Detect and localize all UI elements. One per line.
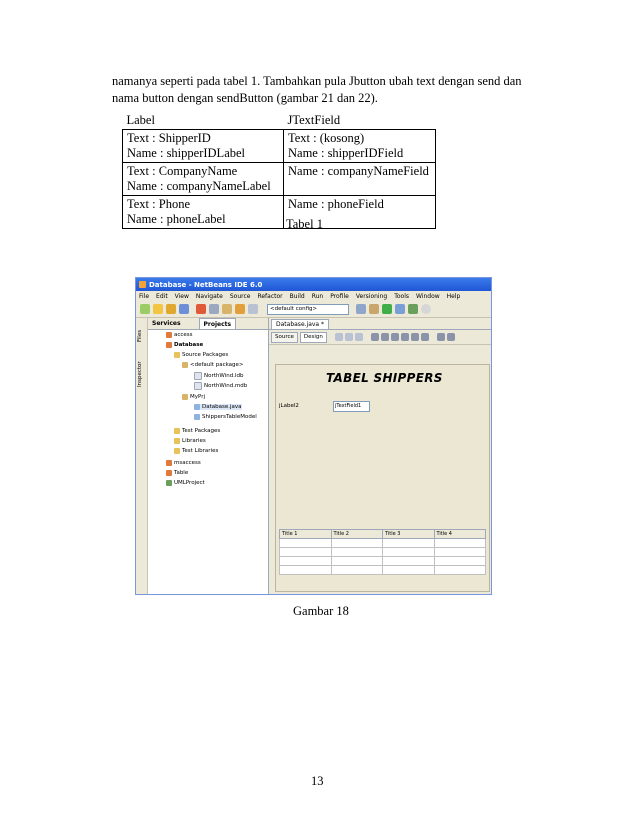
tree-label: NorthWind.ldb [204, 373, 244, 379]
jtable-header: Title 1 [280, 530, 332, 539]
java-file-icon [194, 404, 200, 410]
table-row [123, 163, 436, 196]
jtextfield1[interactable]: jTextField1 [333, 401, 370, 412]
preview-icon[interactable] [355, 333, 363, 341]
java-file-icon [194, 414, 200, 420]
tree-item[interactable] [166, 342, 203, 348]
resize-horizontal-icon[interactable] [437, 333, 445, 341]
tree-label: Test Packages [182, 428, 221, 434]
tree-label: access [174, 332, 193, 338]
run-icon[interactable] [382, 304, 392, 314]
config-select[interactable]: <default config> [267, 304, 349, 315]
tree-item[interactable] [166, 480, 205, 486]
window-title: Database - NetBeans IDE 6.0 [149, 280, 263, 289]
clean-build-icon[interactable] [369, 304, 379, 314]
netbeans-icon [139, 281, 146, 288]
folder-icon [174, 448, 180, 454]
connection-mode-icon[interactable] [345, 333, 353, 341]
align-bottom-icon[interactable] [411, 333, 419, 341]
tab-services[interactable]: Services [152, 320, 181, 327]
tree-label: Source Packages [182, 352, 229, 358]
main-toolbar [136, 301, 491, 318]
body-paragraph: namanya seperti pada tabel 1. Tambahkan pula Jbutton ubah text dengan send dan nama button dengan sendButton (gambar 21 dan 22). [112, 74, 522, 105]
tree-item[interactable] [194, 404, 242, 410]
align-top-icon[interactable] [401, 333, 409, 341]
folder-icon [174, 352, 180, 358]
new-project-icon[interactable] [140, 304, 150, 314]
tree-label: UMLProject [174, 480, 205, 486]
side-tab-strip [136, 318, 148, 595]
tree-item[interactable] [194, 382, 247, 390]
menu-window[interactable]: Window [415, 292, 440, 300]
table-cell: Name : shipperIDLabel [127, 146, 246, 160]
menu-edit[interactable]: Edit [156, 292, 168, 300]
tree-item[interactable] [166, 332, 193, 338]
center-horizontal-icon[interactable] [391, 333, 399, 341]
form-design-canvas [275, 364, 490, 592]
menu-build[interactable]: Build [289, 292, 305, 300]
tree-item[interactable] [182, 394, 205, 400]
source-button[interactable]: Source [271, 332, 298, 343]
tree-label: MyPrj [190, 394, 206, 400]
menu-help[interactable]: Help [446, 292, 461, 300]
profile-icon[interactable] [408, 304, 418, 314]
copy-icon[interactable] [209, 304, 219, 314]
save-all-icon[interactable] [179, 304, 189, 314]
table-cell: Text : (kosong) [288, 131, 365, 145]
tree-label: Database [174, 342, 204, 348]
editor-tabs [269, 318, 492, 330]
jtable-row [280, 566, 486, 575]
table-caption: Tabel 1 [286, 217, 323, 231]
tab-database-java[interactable]: Database.java * [271, 319, 329, 329]
files-tab[interactable]: Files [137, 329, 143, 343]
table-cell: Name : companyNameField [288, 164, 429, 178]
design-button[interactable]: Design [300, 332, 327, 343]
table-header-jtextfield: JTextField [287, 113, 341, 127]
project-icon [166, 470, 172, 476]
tree-item[interactable] [174, 352, 228, 358]
table-cell: Text : Phone [127, 197, 191, 211]
jtable-row [280, 557, 486, 566]
jtable-row [280, 548, 486, 557]
open-project-icon[interactable] [166, 304, 176, 314]
project-icon [166, 342, 172, 348]
tree-item[interactable] [174, 438, 206, 444]
table-cell: Text : ShipperID [127, 131, 211, 145]
jtable[interactable] [279, 529, 486, 589]
new-file-icon[interactable] [153, 304, 163, 314]
panel-tabs [148, 318, 268, 330]
tree-item[interactable] [166, 460, 201, 466]
tree-label: Libraries [182, 438, 206, 444]
resize-vertical-icon[interactable] [447, 333, 455, 341]
jlabel2[interactable]: jLabel2 [279, 403, 299, 409]
table-cell: Name : companyNameLabel [127, 179, 271, 193]
jtable-header: Title 4 [434, 530, 486, 539]
menu-profile[interactable]: Profile [330, 292, 349, 300]
align-right-icon[interactable] [381, 333, 389, 341]
folder-icon [174, 428, 180, 434]
menu-refactor[interactable]: Refactor [257, 292, 283, 300]
tree-label: Database.java [202, 404, 242, 410]
editor-area [269, 318, 492, 595]
package-icon [182, 362, 188, 368]
tree-item[interactable] [174, 428, 220, 434]
folder-icon [174, 438, 180, 444]
table-1 [122, 112, 436, 229]
center-vertical-icon[interactable] [421, 333, 429, 341]
selection-mode-icon[interactable] [335, 333, 343, 341]
search-icon[interactable] [421, 304, 431, 314]
table-header-label: Label [126, 113, 155, 127]
editor-toolbar [269, 330, 492, 345]
menu-navigate[interactable]: Navigate [195, 292, 223, 300]
tree-label: msaccess [174, 460, 201, 466]
netbeans-screenshot [135, 277, 492, 595]
page-number: 13 [311, 774, 324, 788]
menu-bar [136, 291, 491, 301]
tree-label: Table [174, 470, 189, 476]
tree-item[interactable] [182, 362, 244, 368]
align-left-icon[interactable] [371, 333, 379, 341]
menu-run[interactable]: Run [311, 292, 324, 300]
tree-item[interactable] [194, 372, 243, 380]
window-titlebar [136, 278, 491, 291]
tree-item[interactable] [194, 414, 257, 420]
tree-item[interactable] [166, 470, 188, 476]
table-cell: Name : phoneLabel [127, 212, 226, 226]
figure-caption: Gambar 18 [293, 604, 349, 618]
jtable-row [280, 539, 486, 548]
menu-versioning[interactable]: Versioning [355, 292, 388, 300]
table-cell: Text : CompanyName [127, 164, 238, 178]
tree-label: Test Libraries [182, 448, 219, 454]
jtable-header: Title 3 [383, 530, 435, 539]
menu-source[interactable]: Source [229, 292, 251, 300]
jtable-header: Title 2 [331, 530, 383, 539]
tree-item[interactable] [174, 448, 218, 454]
paste-icon[interactable] [222, 304, 232, 314]
tree-label: ShippersTableModel [202, 414, 257, 420]
redo-icon[interactable] [248, 304, 258, 314]
package-icon [182, 394, 188, 400]
project-icon [166, 332, 172, 338]
tree-label: <default package> [190, 362, 244, 368]
tab-projects[interactable]: Projects [199, 318, 237, 329]
debug-icon[interactable] [395, 304, 405, 314]
file-icon [194, 372, 202, 380]
project-icon [166, 460, 172, 466]
file-icon [194, 382, 202, 390]
cut-icon[interactable] [196, 304, 206, 314]
tree-label: NorthWind.mdb [204, 383, 248, 389]
undo-icon[interactable] [235, 304, 245, 314]
table-cell: Name : phoneField [288, 197, 384, 211]
menu-tools[interactable]: Tools [394, 292, 409, 300]
table-row [123, 196, 436, 229]
inspector-tab[interactable]: Inspector [137, 361, 143, 387]
project-tree-panel [148, 318, 269, 595]
form-title-label[interactable]: TABEL SHIPPERS [326, 371, 443, 385]
menu-view[interactable]: View [174, 292, 189, 300]
uml-project-icon [166, 480, 172, 486]
table-cell: Name : shipperIDField [288, 146, 404, 160]
build-icon[interactable] [356, 304, 366, 314]
table-row [123, 130, 436, 163]
menu-file[interactable]: File [139, 292, 150, 300]
